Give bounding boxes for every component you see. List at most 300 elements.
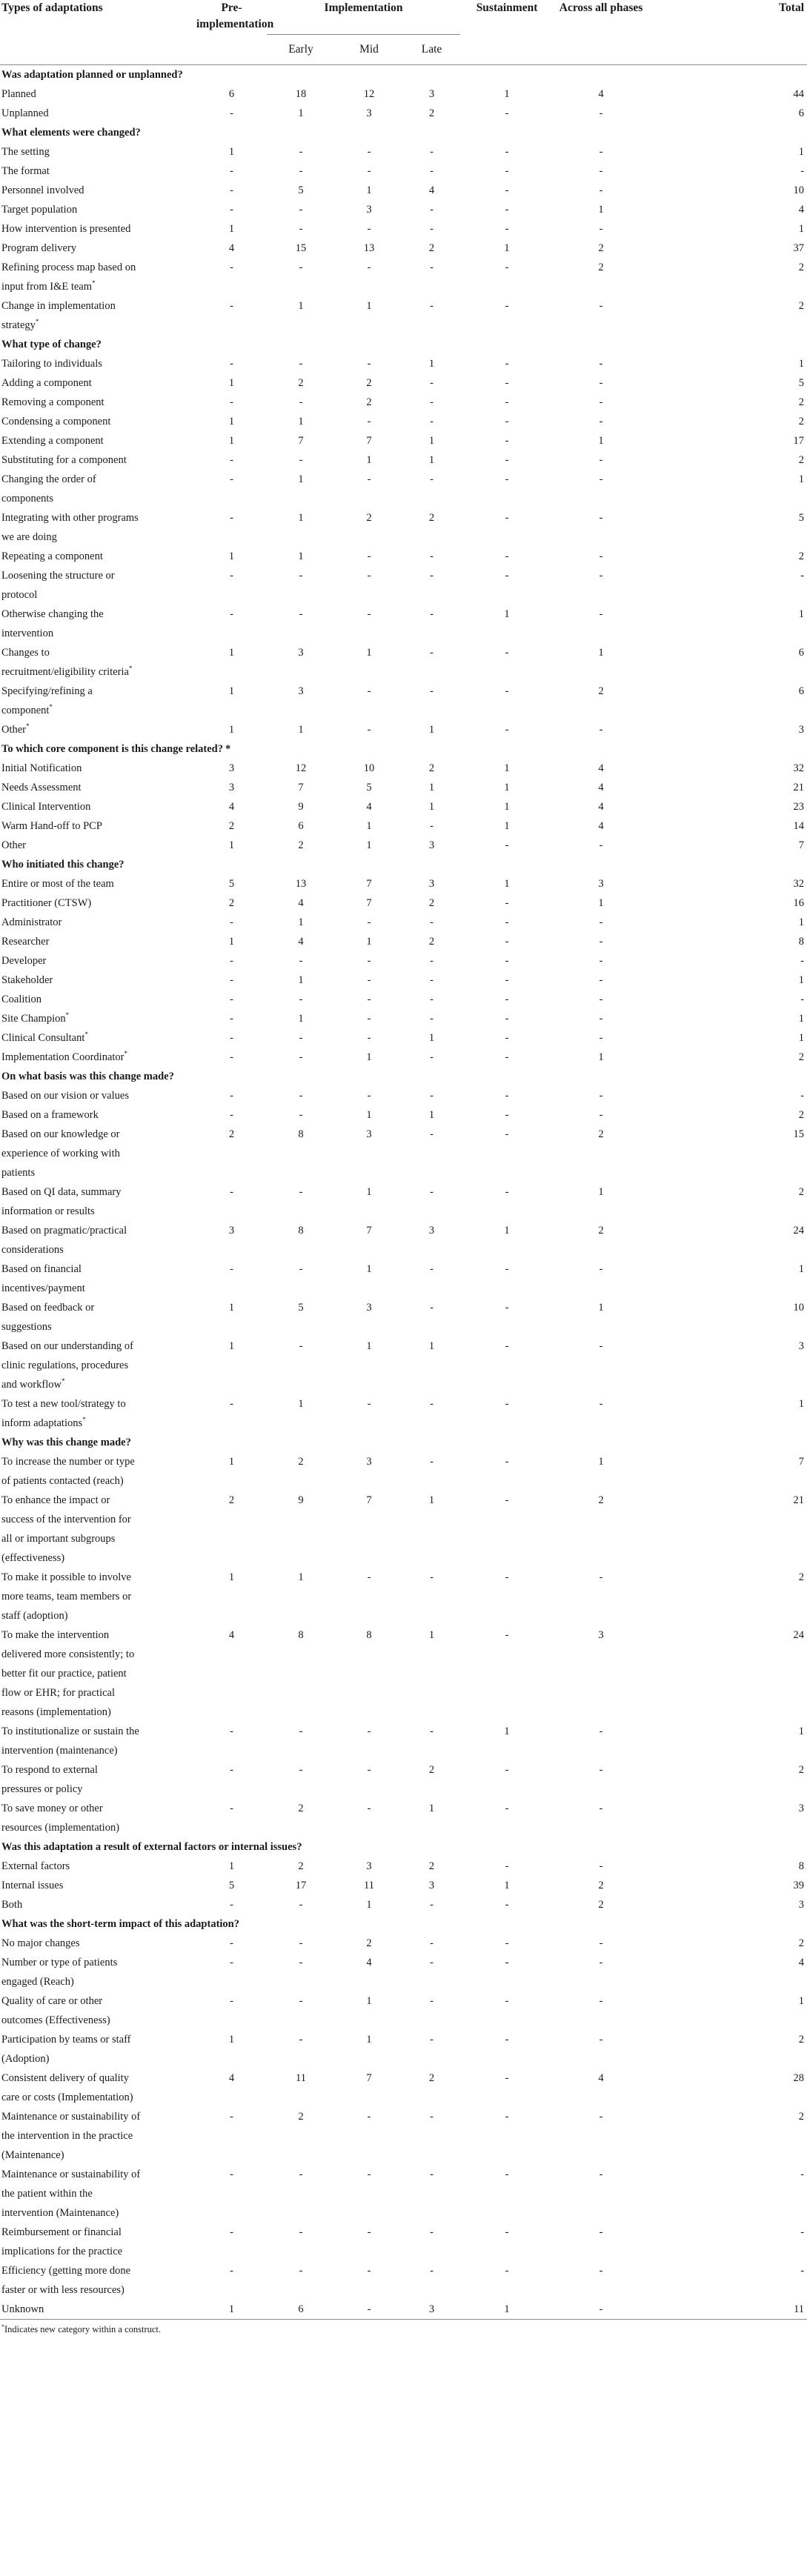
cell-across: - <box>599 358 603 370</box>
row-label-line: flow or EHR; for practical <box>1 1687 116 1699</box>
row-label-text: Researcher <box>1 936 50 948</box>
cell-late: 2 <box>428 936 435 948</box>
cell-total: 44 <box>793 88 805 100</box>
table-row <box>0 1452 807 1491</box>
cell-across: 2 <box>598 1494 604 1506</box>
cell-across: 1 <box>598 435 604 447</box>
new-category-marker: * <box>92 279 96 287</box>
table-row <box>0 759 807 778</box>
cell-sustainment: - <box>505 897 509 909</box>
cell-pre: 1 <box>228 647 235 659</box>
row-label <box>0 1991 196 2030</box>
cell-sustainment: 1 <box>504 801 510 813</box>
cell-sustainment: - <box>505 262 509 273</box>
cell-pre: 1 <box>228 724 235 736</box>
cell-early: - <box>299 2034 303 2046</box>
cell-late: 1 <box>428 435 435 447</box>
cell-sustainment: - <box>505 1186 509 1198</box>
cell-sustainment: - <box>505 974 509 986</box>
cell-total: 1 <box>798 916 805 928</box>
cell-early: 1 <box>298 107 304 119</box>
cell-late: 1 <box>428 454 435 466</box>
row-label-text: Adding a component <box>1 377 92 389</box>
section-header <box>0 335 807 354</box>
row-label-line: Change in implementation <box>1 300 116 312</box>
row-label-line: the intervention in the practice <box>1 2130 133 2142</box>
cell-late: - <box>430 300 434 312</box>
cell-mid: 7 <box>366 435 372 447</box>
row-label <box>0 393 196 412</box>
cell-pre: - <box>230 204 233 216</box>
section-title-text: What type of change? <box>1 339 102 350</box>
cell-mid: - <box>367 1090 371 1102</box>
table-row <box>0 1934 807 1953</box>
cell-pre: 1 <box>228 839 235 851</box>
row-label-line: better fit our practice, patient <box>1 1668 127 1680</box>
cell-early: 8 <box>298 1128 304 1140</box>
cell-across: - <box>599 2265 603 2277</box>
table-row <box>0 239 807 258</box>
cell-early: 2 <box>298 1803 304 1814</box>
cell-total: 7 <box>798 839 805 851</box>
cell-mid: 1 <box>366 1051 372 1063</box>
cell-total: - <box>800 2226 805 2238</box>
table-row <box>0 1857 807 1876</box>
cell-mid: - <box>367 916 371 928</box>
row-label-line: of patients contacted (reach) <box>1 1475 124 1487</box>
cell-late: - <box>430 262 434 273</box>
cell-total: 1 <box>798 974 805 986</box>
section-header <box>0 739 807 759</box>
cell-sustainment: - <box>505 1263 509 1275</box>
cell-across: - <box>599 608 603 620</box>
row-label-text: Stakeholder <box>1 974 53 986</box>
cell-sustainment: - <box>505 2111 509 2123</box>
cell-pre: 5 <box>228 1880 235 1891</box>
cell-sustainment: - <box>505 647 509 659</box>
table-row <box>0 1259 807 1298</box>
cell-sustainment: - <box>505 1013 509 1025</box>
cell-mid: 1 <box>366 820 372 832</box>
new-category-marker: * <box>128 665 133 673</box>
cell-total: 39 <box>793 1880 805 1891</box>
cell-late: - <box>430 1571 434 1583</box>
row-label-line: To save money or other <box>1 1803 103 1814</box>
cell-late: - <box>430 2169 434 2180</box>
cell-across: 2 <box>598 685 604 697</box>
table-row <box>0 720 807 739</box>
row-label-line: Integrating with other programs <box>1 512 139 524</box>
cell-across: - <box>599 1032 603 1044</box>
cell-total: 2 <box>798 454 805 466</box>
cell-late: - <box>430 1090 434 1102</box>
cell-across: - <box>599 165 603 177</box>
cell-sustainment: - <box>505 1899 509 1911</box>
cell-across: - <box>599 377 603 389</box>
cell-total: 21 <box>793 782 805 793</box>
cell-total: 1 <box>798 1995 805 2007</box>
table-row <box>0 797 807 816</box>
row-label <box>0 1625 196 1722</box>
row-label <box>0 951 196 971</box>
row-label-text: Planned <box>1 88 36 100</box>
cell-across: 1 <box>598 647 604 659</box>
cell-across: - <box>599 1090 603 1102</box>
table-row <box>0 1086 807 1105</box>
cell-sustainment: - <box>505 724 509 736</box>
cell-late: - <box>430 2111 434 2123</box>
cell-late: - <box>430 820 434 832</box>
header-sustainment: Sustainment <box>476 1 538 14</box>
table-row <box>0 1568 807 1625</box>
cell-sustainment: 1 <box>504 1880 510 1891</box>
table-row <box>0 1991 807 2030</box>
row-label-text: The setting <box>1 146 50 158</box>
cell-mid: - <box>367 1013 371 1025</box>
cell-total: 6 <box>798 107 805 119</box>
row-label-line: intervention <box>1 628 54 639</box>
new-category-marker: * <box>61 1377 65 1385</box>
cell-across: 2 <box>598 1880 604 1891</box>
row-label <box>0 682 196 720</box>
cell-pre: - <box>230 300 233 312</box>
cell-pre: - <box>230 974 233 986</box>
row-label-line: Changing the order of <box>1 473 96 485</box>
table-row <box>0 1298 807 1337</box>
cell-sustainment: 1 <box>504 820 510 832</box>
cell-late: - <box>430 955 434 967</box>
section-title <box>0 123 807 142</box>
row-label-line: delivered more consistently; to <box>1 1648 135 1660</box>
header-mid: Mid <box>359 43 379 56</box>
cell-mid: - <box>367 1725 371 1737</box>
section-title-text: What elements were changed? <box>1 127 141 139</box>
cell-mid: 13 <box>363 242 375 254</box>
cell-sustainment: 1 <box>504 608 510 620</box>
row-label-text: External factors <box>1 1860 70 1872</box>
cell-across: - <box>599 473 603 485</box>
cell-late: - <box>430 1302 434 1314</box>
footnote-star: * <box>1 2323 4 2330</box>
cell-sustainment: - <box>505 204 509 216</box>
cell-sustainment: - <box>505 416 509 427</box>
cell-late: 3 <box>428 839 435 851</box>
cell-mid: 1 <box>366 1109 372 1121</box>
row-label <box>0 874 196 893</box>
cell-across: - <box>599 839 603 851</box>
cell-early: - <box>299 1109 303 1121</box>
table-row <box>0 566 807 605</box>
table-row <box>0 605 807 643</box>
row-label <box>0 1298 196 1337</box>
cell-total: 1 <box>798 1013 805 1025</box>
row-label-line: the patient within the <box>1 2188 93 2200</box>
row-label-line: we are doing <box>1 531 57 543</box>
row-label-text: Clinical Consultant <box>1 1032 85 1044</box>
cell-early: 1 <box>298 916 304 928</box>
cell-across: 1 <box>598 1051 604 1063</box>
cell-sustainment: - <box>505 1090 509 1102</box>
row-label-text: Entire or most of the team <box>1 878 114 890</box>
row-label-line: strategy* <box>1 318 39 331</box>
cell-pre: - <box>230 1764 233 1776</box>
cell-total: 32 <box>793 878 805 890</box>
cell-late: - <box>430 570 434 582</box>
row-label-text: Condensing a component <box>1 416 111 427</box>
cell-late: - <box>430 685 434 697</box>
cell-late: - <box>430 396 434 408</box>
table-row <box>0 219 807 239</box>
table-row <box>0 816 807 836</box>
cell-sustainment: - <box>505 1340 509 1352</box>
table-row <box>0 971 807 990</box>
cell-mid: 2 <box>366 512 372 524</box>
row-label-text: Unplanned <box>1 107 49 119</box>
row-label <box>0 759 196 778</box>
table-row <box>0 450 807 470</box>
cell-mid: - <box>367 2226 371 2238</box>
cell-late: - <box>430 165 434 177</box>
row-label-line: intervention (Maintenance) <box>1 2207 119 2219</box>
cell-across: - <box>599 184 603 196</box>
cell-pre: - <box>230 955 233 967</box>
cell-sustainment: - <box>505 839 509 851</box>
row-label-text: Substituting for a component <box>1 454 127 466</box>
cell-mid: 1 <box>366 2034 372 2046</box>
cell-late: - <box>430 204 434 216</box>
cell-early: 3 <box>298 685 304 697</box>
cell-total: 2 <box>798 1764 805 1776</box>
cell-pre: 2 <box>228 820 235 832</box>
cell-mid: - <box>367 1764 371 1776</box>
new-category-marker: * <box>225 743 231 755</box>
cell-sustainment: - <box>505 1995 509 2007</box>
cell-pre: - <box>230 1937 233 1949</box>
row-label-line: component* <box>1 703 53 716</box>
cell-total: 1 <box>798 358 805 370</box>
row-label <box>0 1934 196 1953</box>
cell-late: 4 <box>428 184 435 196</box>
row-label <box>0 566 196 605</box>
header-across-text: Across all phases <box>559 1 643 14</box>
section-title-text: Was this adaptation a result of external factors or internal issues? <box>1 1841 302 1853</box>
cell-early: - <box>299 1186 303 1198</box>
row-label-line: Number or type of patients <box>1 1957 118 1968</box>
cell-sustainment: - <box>505 435 509 447</box>
table-row <box>0 412 807 431</box>
row-label-line: resources (implementation) <box>1 1822 120 1834</box>
table-row <box>0 1953 807 1991</box>
row-label <box>0 547 196 566</box>
cell-across: - <box>599 300 603 312</box>
cell-pre: 1 <box>228 936 235 948</box>
cell-sustainment: - <box>505 1109 509 1121</box>
row-label <box>0 219 196 239</box>
table-body <box>0 65 807 2320</box>
cell-total: 37 <box>793 242 805 254</box>
cell-early: 8 <box>298 1629 304 1641</box>
cell-pre: 1 <box>228 1571 235 1583</box>
cell-across: - <box>599 2169 603 2180</box>
cell-late: - <box>430 916 434 928</box>
cell-late: - <box>430 2265 434 2277</box>
cell-sustainment: - <box>505 1571 509 1583</box>
cell-late: 2 <box>428 2072 435 2084</box>
cell-mid: 10 <box>363 762 375 774</box>
table-row <box>0 508 807 547</box>
cell-across: - <box>599 1571 603 1583</box>
cell-pre: 4 <box>228 2072 235 2084</box>
cell-pre: 2 <box>228 1494 235 1506</box>
cell-early: 2 <box>298 377 304 389</box>
cell-across: - <box>599 1764 603 1776</box>
row-label-line: patients <box>1 1167 36 1179</box>
cell-late: 3 <box>428 1880 435 1891</box>
row-label <box>0 971 196 990</box>
cell-pre: 4 <box>228 1629 235 1641</box>
cell-total: 2 <box>798 416 805 427</box>
cell-total: 3 <box>798 1340 805 1352</box>
row-label-line: clinic regulations, procedures <box>1 1359 129 1371</box>
new-category-marker: * <box>84 1031 88 1039</box>
row-label-text: Needs Assessment <box>1 782 82 793</box>
row-label-line: Loosening the structure or <box>1 570 115 582</box>
cell-sustainment: 1 <box>504 242 510 254</box>
section-header <box>0 65 807 85</box>
row-label <box>0 797 196 816</box>
cell-total: 1 <box>798 473 805 485</box>
cell-late: 1 <box>428 1803 435 1814</box>
cell-sustainment: - <box>505 358 509 370</box>
cell-late: - <box>430 608 434 620</box>
cell-mid: - <box>367 2265 371 2277</box>
cell-sustainment: - <box>505 1398 509 1410</box>
cell-pre: 3 <box>228 782 235 793</box>
cell-pre: - <box>230 1995 233 2007</box>
table-row <box>0 1028 807 1048</box>
cell-total: 17 <box>793 435 805 447</box>
cell-early: 5 <box>298 184 304 196</box>
cell-late: 3 <box>428 1225 435 1237</box>
row-label <box>0 1876 196 1895</box>
cell-pre: 1 <box>228 550 235 562</box>
cell-total: 2 <box>798 396 805 408</box>
cell-mid: - <box>367 262 371 273</box>
row-label <box>0 1337 196 1394</box>
cell-total: 2 <box>798 1186 805 1198</box>
cell-pre: 1 <box>196 2300 267 2320</box>
cell-pre: - <box>230 358 233 370</box>
cell-pre: - <box>230 1398 233 1410</box>
new-category-marker: * <box>26 722 30 730</box>
cell-total: 1 <box>798 1263 805 1275</box>
row-label-line: suggestions <box>1 1321 52 1333</box>
table-row <box>0 547 807 566</box>
row-label-line: reasons (implementation) <box>1 1706 111 1718</box>
cell-pre: - <box>230 1263 233 1275</box>
section-title <box>0 1914 807 1934</box>
cell-sustainment: 1 <box>504 878 510 890</box>
table-row <box>0 393 807 412</box>
cell-early: - <box>299 570 303 582</box>
cell-mid: - <box>367 955 371 967</box>
cell-across: 2 <box>598 1899 604 1911</box>
header-late: Late <box>421 43 442 56</box>
row-label-line: considerations <box>1 1244 64 1256</box>
cell-across: - <box>599 1995 603 2007</box>
cell-sustainment: - <box>505 2226 509 2238</box>
row-label-text: Unknown <box>1 2303 44 2315</box>
cell-sustainment: - <box>505 2072 509 2084</box>
cell-pre: 3 <box>228 1225 235 1237</box>
cell-total: 2 <box>798 550 805 562</box>
cell-across: - <box>599 2034 603 2046</box>
cell-late: - <box>430 550 434 562</box>
cell-pre: - <box>230 512 233 524</box>
row-label-line: incentives/payment <box>1 1282 85 1294</box>
cell-early: - <box>299 1051 303 1063</box>
cell-pre: 1 <box>228 435 235 447</box>
cell-early: - <box>299 2265 303 2277</box>
row-label <box>0 239 196 258</box>
cell-total: 2 <box>798 1937 805 1949</box>
cell-pre: - <box>230 1725 233 1737</box>
cell-early: 8 <box>298 1225 304 1237</box>
cell-late: - <box>430 377 434 389</box>
cell-across: - <box>599 107 603 119</box>
header-implementation: Implementation <box>267 0 460 35</box>
cell-early: 4 <box>298 897 304 909</box>
cell-sustainment: - <box>505 1957 509 1968</box>
row-label <box>0 836 196 855</box>
cell-mid: 1 <box>366 454 372 466</box>
row-label <box>0 142 196 162</box>
cell-late: 3 <box>403 2300 460 2320</box>
row-label <box>0 200 196 219</box>
row-label <box>0 508 196 547</box>
cell-total: 10 <box>793 1302 805 1314</box>
cell-mid: - <box>367 2111 371 2123</box>
cell-across: 2 <box>598 1225 604 1237</box>
cell-early: 13 <box>295 878 307 890</box>
cell-early: 4 <box>298 936 304 948</box>
cell-pre: - <box>230 1013 233 1025</box>
cell-pre: - <box>230 396 233 408</box>
row-label-line: Based on our knowledge or <box>1 1128 120 1140</box>
cell-pre: 1 <box>228 223 235 235</box>
table-row <box>0 296 807 335</box>
row-label <box>0 2223 196 2261</box>
cell-early: 1 <box>298 1571 304 1583</box>
cell-pre: - <box>230 2111 233 2123</box>
row-label-line: (effectiveness) <box>1 1552 65 1564</box>
table-row <box>0 1009 807 1028</box>
cell-late: - <box>430 2034 434 2046</box>
row-label <box>0 1491 196 1568</box>
cell-sustainment: - <box>505 2034 509 2046</box>
row-label-text: Internal issues <box>1 1880 64 1891</box>
row-label <box>0 1086 196 1105</box>
cell-mid: 7 <box>366 1225 372 1237</box>
row-label <box>0 1259 196 1298</box>
row-label-line: Based on our understanding of <box>1 1340 133 1352</box>
section-title-text: Who initiated this change? <box>1 859 124 871</box>
cell-early: 5 <box>298 1302 304 1314</box>
cell-pre: 1 <box>228 1860 235 1872</box>
cell-late: - <box>430 974 434 986</box>
cell-total: 6 <box>798 647 805 659</box>
cell-across: 4 <box>598 820 604 832</box>
